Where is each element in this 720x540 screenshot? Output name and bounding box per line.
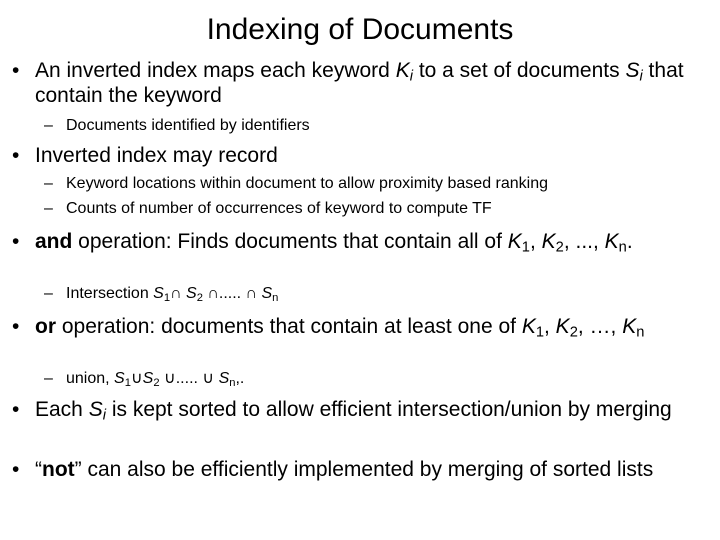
bullet-dot: • — [12, 398, 20, 421]
subbullet-text: union, $S_1\cup S_2$ ∪..... ∪ $S_n$,. — [66, 370, 245, 389]
bullet-not — [12, 457, 712, 482]
bullet-and-operation — [12, 229, 712, 254]
bullet-dot: • — [12, 230, 20, 253]
bullet-text: Inverted index may record — [35, 144, 278, 167]
subbullet-union — [44, 369, 714, 389]
subbullet-dash: – — [44, 117, 53, 134]
bullet-dot: • — [12, 144, 20, 167]
bullet-dot: • — [12, 315, 20, 338]
subbullet-counts — [44, 199, 714, 219]
bullet-dot: • — [12, 59, 20, 82]
subbullet-text: Keyword locations within document to allow proximity based ranking — [66, 175, 549, 192]
bullet-text: An inverted index maps each keyword $K_i$ to a set of documents $S_i$ that contain the keyword — [35, 59, 684, 107]
subbullet-dash: – — [44, 200, 53, 217]
subbullet-text: Counts of number of occurrences of keyword to compute TF — [66, 200, 492, 217]
bullet-text: and operation: Finds documents that contain all of $K_1$, $K_2$, ..., $K_n$. — [35, 230, 633, 256]
subbullet-dash: – — [44, 285, 53, 302]
bullet-text: Each $S_i$ is kept sorted to allow efficient intersection/union by merging — [35, 398, 672, 424]
page-title: Indexing of Documents — [206, 13, 514, 46]
subbullet-text: Intersection $S_1\cap$ $S_2$ ∩..... ∩ $S_n$ — [66, 285, 279, 304]
bullet-dot: • — [12, 458, 20, 481]
subbullet-keyword-locations — [44, 174, 714, 194]
bullet-or-operation — [12, 314, 712, 339]
bullet-sorted — [12, 397, 712, 422]
bullet-inverted-index — [12, 58, 712, 108]
subbullet-text: Documents identified by identifiers — [66, 117, 310, 134]
subbullet-identifiers — [44, 116, 714, 136]
subbullet-dash: – — [44, 370, 53, 387]
bullet-text: “not” can also be efficiently implemented by merging of sorted lists — [35, 458, 654, 481]
subbullet-intersection — [44, 284, 714, 304]
bullet-text: or operation: documents that contain at least one of $K_1$, $K_2$, …, $K_n$ — [35, 315, 645, 341]
bullet-inverted-index-record — [12, 143, 712, 168]
subbullet-dash: – — [44, 175, 53, 192]
